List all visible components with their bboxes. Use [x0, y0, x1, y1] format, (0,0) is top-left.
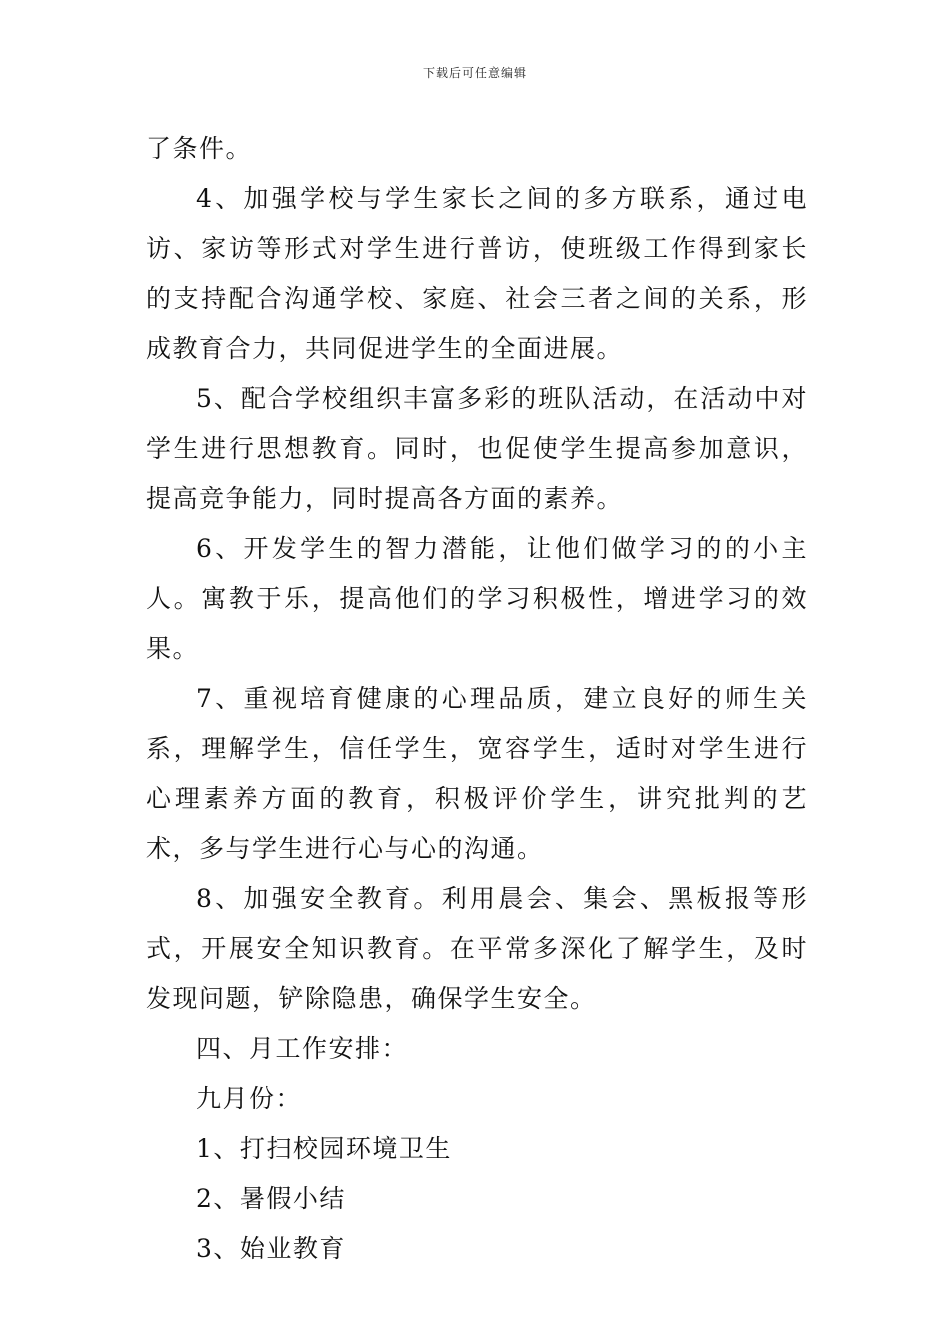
- paragraph-continuation: 了条件。: [146, 134, 253, 163]
- paragraph-item-6: 6、开发学生的智力潜能，让他们做学习的的小主人。寓教于乐，提高他们的学习积极性，增进学习的效果。: [146, 534, 808, 663]
- paragraph-item-4: 4、加强学校与学生家长之间的多方联系，通过电访、家访等形式对学生进行普访，使班级工作得到家长的支持配合沟通学校、家庭、社会三者之间的关系，形成教育合力，共同促进学生的全面进展。: [146, 184, 808, 363]
- september-task-2: 2、暑假小结: [196, 1184, 346, 1213]
- section-heading-monthly-plan: 四、月工作安排：: [196, 1034, 409, 1063]
- september-task-3: 3、始业教育: [196, 1234, 346, 1263]
- september-task-1: 1、打扫校园环境卫生: [196, 1134, 452, 1163]
- month-heading-september: 九月份：: [196, 1084, 303, 1113]
- paragraph-item-7: 7、重视培育健康的心理品质，建立良好的师生关系，理解学生，信任学生，宽容学生，适时对学生进行心理素养方面的教育，积极评价学生，讲究批判的艺术，多与学生进行心与心的沟通。: [146, 684, 808, 863]
- document-body: [146, 124, 808, 1274]
- header-note: 下载后可任意编辑: [422, 66, 527, 80]
- paragraph-item-5: 5、配合学校组织丰富多彩的班队活动，在活动中对学生进行思想教育。同时，也促使学生提高参加意识，提高竞争能力，同时提高各方面的素养。: [146, 384, 808, 513]
- paragraph-item-8: 8、加强安全教育。利用晨会、集会、黑板报等形式，开展安全知识教育。在平常多深化了解学生，及时发现问题，铲除隐患，确保学生安全。: [146, 884, 808, 1013]
